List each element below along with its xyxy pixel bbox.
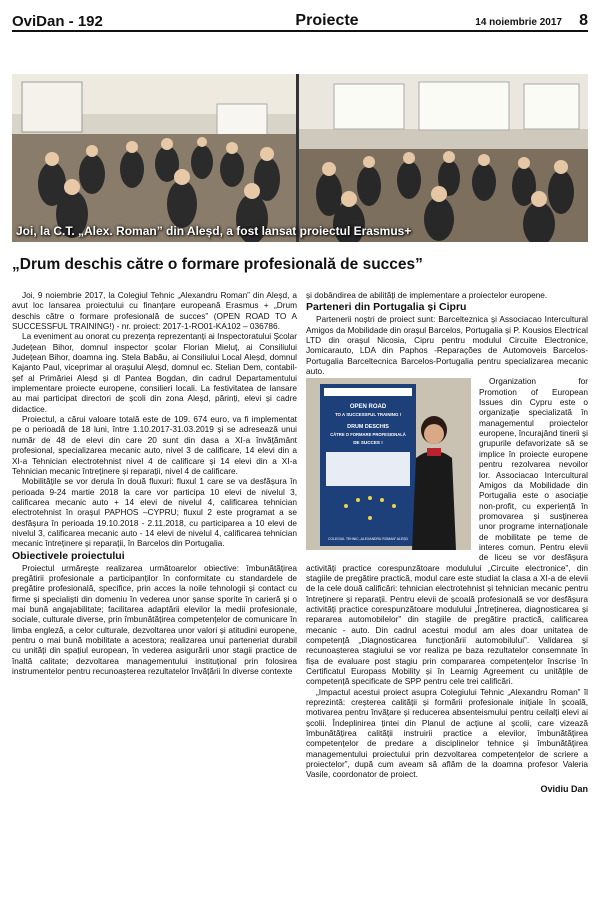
paragraph: La eveniment au onorat cu prezența reprezentanți ai Inspectoratului Școlar Județean Bihor, domnul inspector școlar Florian Mieluț, ai Consiliului Județean Bihor, doamna ing. Stela Babău, ai Consiliului Local Aleșd, domnul Kajanto Paul, viceprimar al orașului Aleșd, domnul ec. Stelian Dem, contabil-șef al Primăriei Aleșd și dl Pantea Bogdan, din cadrul Departamentului implementare proiecte europene, consilieri locali. La festivitatea de lansare au mai participat directori de școli din zona Aleșd, părinți, elevi și cadre didactice. [12, 331, 297, 414]
event-photo-right [299, 74, 588, 242]
paragraph: „Impactul acestui proiect asupra Colegiului Tehnic „Alexandru Roman” îl reprezintă: creșterea calității și formării profesionale inițiale în școală, motivarea pentru învățare și reducerea absenteismului pentru ceilalți elevi ai școlii. Îndeplinirea țintei din Planul de acțiune al școlii, care vizează îmbunătățirea calității instruirii practice a elevilor, îmbunătățirea competențelor de predare a disciplinelor tehnice și îmbunătățirea managementului proiectului prin dezvoltarea competențelor de scriere a proiectelor”, după cum aveam să aflăm de la doamna profesor Valeria Vasile, coordonator de proiect. [306, 686, 588, 780]
paragraph: Partenerii noștri de proiect sunt: Barcelteznica și Associacao Intercultural Amigos da Mobilidade din orașul Barcelos, Portugalia și P. Kousios Electrical LTD din orașul Nicosia, Cipru pentru modulul Circuite Electronice, Jomicarauto, LDA din Paphos -Reparações de Automoveis Barcelos-Portugalia Barceltecnica Barcelos-Portugalia pentru specializarea mecanic auto. [306, 314, 588, 377]
subheading-objectives: Obiectivele proiectului [12, 549, 125, 562]
article-headline: „Drum deschis către o formare profesională de succes” [12, 256, 423, 273]
publication-name: OviDan - 192 [12, 13, 103, 30]
photo-strip [12, 74, 588, 242]
event-photo-left [12, 74, 296, 242]
paragraph: și dobândirea de abilități de implementare a proiectelor europene. [306, 290, 548, 300]
paragraph: Joi, 9 noiembrie 2017, la Colegiul Tehnic „Alexandru Roman” din Aleșd, a avut loc lansarea proiectului cu finanțare europeană Erasmus + „Drum deschis către o formare profesională de succes” (OPEN ROAD TO A SUCCESSFUL TRAINING!) - nr. proiect: 2017-1-RO01-KA102 – 036786. [12, 290, 297, 332]
left-column [12, 290, 297, 676]
paragraph: Proiectul, a cărui valoare totală este de 109. 674 euro, va fi implementat pe o perioadă de 18 luni, între 1.10.2017-31.03.2019 și se adresează unui număr de 48 de elevi din care 20 sunt din dasa a XI-a învățământ profesional, specializarea mecanic auto, nivel 3 de calificare, 14 elevi din a XI-a Tehnician electrotehnist nivel 4 de calificare și 14 elevi din a XI-a Tehnician mecanic întreținere și reparații, nivel 4 de calificare. [12, 414, 297, 476]
poster-title-2: TO A SUCCESSFUL TRAINING ! [334, 412, 402, 418]
section-title: Proiecte [295, 12, 359, 29]
paragraph: Organization for Promotion of European Issues din Cypru este o organizație specializată în managementul proiectelor europene, încurajând tinerii și grupurile defavorizate să se implice în proiecte europene pentru rezolvarea nevoilor lor. Associacao Intercultural Amigos da Mobilidade din Portugalia este o asociație non-profit, cu experiență în promovarea și susținerea unor programe internaționale de mobilitate pe teme de interes comun. Pentru elevii de liceu se vor desfășura activități practice corespunzătoare modulului „Circuite electronice”, din stagiile de pregătire practică, modul care este studiat la clasa a XI-a de elevii de la cele două calificări: tehnician electrotehnist și tehnician mecanic pentru întreținere și reparații. Pentru elevii de școală profesională se vor desfășura activități practice corespunzătoare modulului „Întreținerea, diagnosticarea și repararea automobilelor” din stagiile de pregătire practică, calificarea mecanic - auto. Din cadrul acestui modul am ales doar unitatea de competență „Diagnosticarea funcționării automobilului”. Validarea și recunoașterea stagiului se vor realiza pe baza rezultatelor consemnate în fișa de evaluare post stagiu prin compararea competențelor înscrise în Certificatul Europass Mobility și în Learnig Agreement cu unitățile de competență specificate de SPP pentru cele trei calificări. [306, 376, 588, 687]
poster-title-1: OPEN ROAD [349, 404, 387, 411]
poster-title-4: CĂTRE O FORMARE PROFESIONALĂ [330, 432, 406, 438]
author-signature: Ovidiu Dan [540, 783, 588, 794]
poster-footer: COLEGIUL TEHNIC „ALEXANDRU ROMAN” ALEȘD [328, 537, 408, 542]
poster-title-3: DRUM DESCHIS [347, 424, 389, 431]
issue-date: 14 noiembrie 2017 [475, 17, 562, 28]
right-column [306, 290, 588, 794]
subheading-partners: Parteneri din Portugalia și Cipru [306, 301, 467, 314]
photo-caption: Joi, la C.T. „Alex. Roman” din Aleșd, a fost lansat proiectul Erasmus+ [16, 224, 412, 238]
poster-title-5: DE SUCCES ! [353, 440, 383, 446]
poster-photo [306, 378, 471, 550]
page-number: 8 [579, 12, 588, 29]
paragraph: Proiectul urmărește realizarea următoarelor obiective: îmbunătățirea pregătirii profesionale a participanților în conformitate cu standardele de pregătire profesională, specifice, prin acces la noile tehnologii și contact cu firme și specialiști din domeniu în vederea unor șanse sporite în carieră și o mai bună angajabilitate; facilitarea adaptării elevilor la medii profesionale, sociale, culturale diverse, prin îmbunătățirea competențelor de comunicare în limba engleză, a celor culturale, dezvoltarea unor valori și atitudini europene, pentru o mai bună mobilitate a acestora; realizarea unui parteneriat durabil cu unități din spațiul european, în vederea asigurării unor stagii practice de înaltă calitate; dezvoltarea managementului instituțional prin folosirea instrumentelor pentru recunoașterea rezultatelor învățării în diverse contexte [12, 562, 297, 677]
page-header [12, 8, 588, 32]
paragraph: Mobilitățile se vor derula în două fluxuri: fluxul 1 care se va desfășura în perioada 9-24 martie 2018 la care vor participa 10 elevi de nivelul 3, calificarea mecanic auto + 14 elevi de nivelul 4, calificarea tehnician electrotehnist în orașul PAPHOS –CYPRU; fluxul 2 este programat a se desfășura în perioada 19.10.2018 - 2.11.2018, cu participarea a 10 elevi de nivelul 3, calificarea mecanic auto - 14 elevi de nivelul 4, calificarea tehnician mecanic întreținere și reparații, în Barcelos din Portugalia. [12, 476, 297, 549]
